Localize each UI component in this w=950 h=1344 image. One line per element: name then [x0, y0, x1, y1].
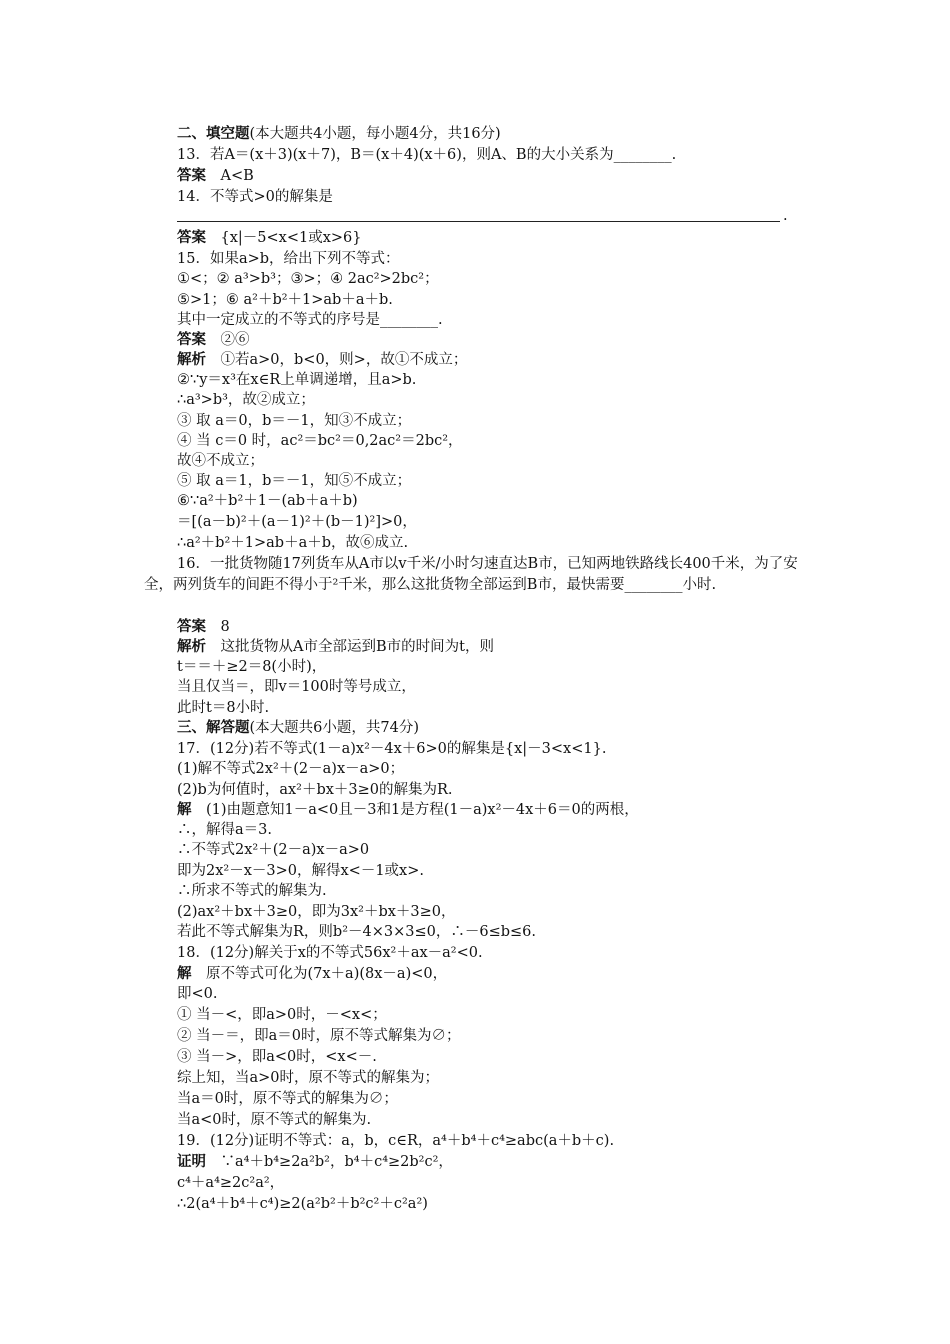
section-heading-solutions: 三、解答题(本大题共6小题，共74分) [177, 720, 419, 736]
analysis-15-line: ＝[(a－b)²＋(a－1)²＋(b－1)²]>0， [177, 514, 417, 530]
solution-17-line: 解 (1)由题意知1－a<0且－3和1是方程(1－a)x²－4x＋6＝0的两根， [177, 802, 639, 818]
solution-18-line: 即<0. [177, 986, 218, 1002]
analysis-15-line: ∴a³>b³，故②成立； [177, 392, 315, 408]
analysis-15-line: ∴a²＋b²＋1>ab＋a＋b，故⑥成立. [177, 535, 409, 551]
analysis-15-line: 解析 ①若a>0，b<0，则>，故①不成立； [177, 352, 468, 368]
proof-19-line: c⁴＋a⁴≥2c²a²， [177, 1175, 285, 1191]
analysis-16-line: 解析 这批货物从A市全部运到B市的时间为t，则 [177, 639, 494, 655]
solution-17-line: 若此不等式解集为R，则b²－4×3×3≤0，∴－6≤b≤6. [177, 924, 537, 940]
question-15-options-a: ①<；② a³>b³；③>；④ 2ac²>2bc²； [177, 271, 439, 287]
question-17-part-1: (1)解不等式2x²＋(2－a)x－a>0； [177, 761, 405, 777]
proof-19-line: 证明 ∵a⁴＋b⁴≥2a²b²，b⁴＋c⁴≥2b²c²， [177, 1154, 453, 1170]
analysis-16-line: 当且仅当＝，即v＝100时等号成立， [177, 679, 416, 695]
question-15-options-b: ⑤>1；⑥ a²＋b²＋1>ab＋a＋b. [177, 292, 393, 308]
analysis-15-line: ②∵y＝x³在x∈R上单调递增，且a>b. [177, 372, 417, 388]
analysis-15-line: ⑤ 取 a＝1，b＝－1，知⑤不成立； [177, 473, 412, 489]
line-text: (本大题共4小题，每小题4分，共16分) [249, 126, 501, 142]
solution-18-line: 当a＝0时，原不等式的解集为∅； [177, 1091, 398, 1107]
question-18: 18．(12分)解关于x的不等式56x²＋ax－a²<0. [177, 945, 483, 961]
analysis-15-line: ④ 当 c＝0 时，ac²＝bc²＝0,2ac²＝2bc²， [177, 433, 463, 449]
answer-14: 答案 {x|－5<x<1或x>6} [177, 230, 362, 246]
line-label: 二、填空题 [177, 126, 250, 142]
question-14: 14．不等式>0的解集是 [177, 189, 333, 205]
solution-18-line: ① 当－<，即a>0时，－<x<； [177, 1007, 387, 1023]
solution-18-line: 当a<0时，原不等式的解集为. [177, 1112, 372, 1128]
solution-18-line: 综上知，当a>0时，原不等式的解集为； [177, 1070, 440, 1086]
question-16: 16．一批货物随17列货车从A市以v千米/小时匀速直达B市，已知两地铁路线长400千米，为了安全，两列货车的间距不得小于²千米，那么这批货物全部运到B市，最快需要________小时. [144, 556, 798, 593]
proof-19-line: ∴2(a⁴＋b⁴＋c⁴)≥2(a²b²＋b²c²＋c²a²) [177, 1196, 428, 1212]
answer-13: 答案 A<B [177, 168, 254, 184]
analysis-15-line: ⑥∵a²＋b²＋1－(ab＋a＋b) [177, 493, 358, 509]
answer-16: 答案 8 [177, 619, 230, 635]
solution-18-line: ② 当－＝，即a＝0时，原不等式解集为∅； [177, 1028, 461, 1044]
analysis-15-line: 故④不成立； [177, 453, 264, 469]
solution-17-line: (2)ax²＋bx＋3≥0，即为3x²＋bx＋3≥0， [177, 904, 456, 920]
analysis-16-line: 此时t＝8小时. [177, 700, 270, 716]
answer-15: 答案 ②⑥ [177, 332, 250, 348]
question-15-prompt: 其中一定成立的不等式的序号是________. [177, 312, 443, 328]
solution-17-line: 即为2x²－x－3>0，解得x<－1或x>. [177, 863, 424, 879]
solution-17-line: ∴所求不等式的解集为. [177, 883, 327, 899]
analysis-16-line: t＝＝＋≥2＝8(小时)， [177, 659, 327, 675]
question-13: 13．若A＝(x＋3)(x＋7)，B＝(x＋4)(x＋6)，则A、B的大小关系为________. [177, 147, 677, 163]
section-heading-fill-in [177, 124, 501, 144]
blank-line-period: . [783, 208, 788, 224]
question-15: 15．如果a>b，给出下列不等式： [177, 251, 400, 267]
analysis-15-line: ③ 取 a＝0，b＝－1，知③不成立； [177, 413, 412, 429]
solution-18-line: 解 原不等式可化为(7x＋a)(8x－a)<0， [177, 966, 448, 982]
answer-blank-line [177, 221, 780, 222]
solution-17-line: ∴不等式2x²＋(2－a)x－a>0 [177, 842, 370, 858]
question-17: 17．(12分)若不等式(1－a)x²－4x＋6>0的解集是{x|－3<x<1}. [177, 741, 607, 757]
question-19: 19．(12分)证明不等式：a，b，c∈R，a⁴＋b⁴＋c⁴≥abc(a＋b＋c). [177, 1133, 615, 1149]
question-17-part-2: (2)b为何值时，ax²＋bx＋3≥0的解集为R. [177, 782, 453, 798]
solution-18-line: ③ 当－>，即a<0时，<x<－. [177, 1049, 377, 1065]
solution-17-line: ∴，解得a＝3. [177, 822, 272, 838]
